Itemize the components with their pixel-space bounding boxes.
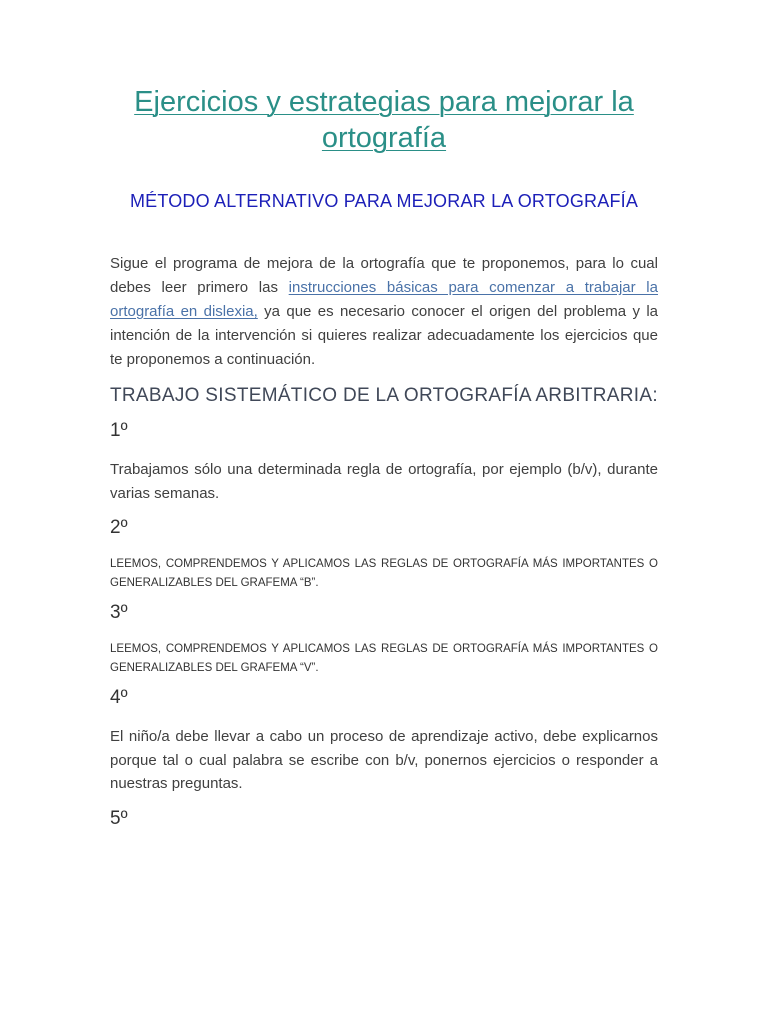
- step-number: 5º: [110, 807, 128, 829]
- step-3: [110, 601, 658, 677]
- step-2: [110, 516, 658, 592]
- step-number: 1º: [110, 420, 128, 441]
- intro-text-after-link: ya que es necesario conocer el origen del problema y la intención de la intervención si quieres realizar adecuadamente los ejercicios que te proponemos a continuación.: [110, 303, 658, 368]
- step-5: [110, 807, 658, 831]
- document-subtitle: MÉTODO ALTERNATIVO PARA MEJORAR LA ORTOGRAFÍA: [129, 191, 639, 211]
- step-text: LEEMOS, COMPRENDEMOS Y APLICAMOS LAS REGLAS DE ORTOGRAFÍA MÁS IMPORTANTES O GENERALIZABLES DEL GRAFEMA “B”.: [110, 558, 658, 589]
- intro-text-before-link: Sigue el programa de mejora de la ortografía que te proponemos, para lo cual debes leer primero las: [110, 255, 658, 296]
- section-heading: TRABAJO SISTEMÁTICO DE LA ORTOGRAFÍA ARBITRARIA:: [110, 385, 658, 406]
- step-text: El niño/a debe llevar a cabo un proceso de aprendizaje activo, debe explicarnos porque tal o cual palabra se escribe con b/v, ponernos ejercicios o responder a nuestras preguntas.: [110, 728, 658, 792]
- document-title[interactable]: Ejercicios y estrategias para mejorar la ortografía: [134, 86, 634, 154]
- instructions-link[interactable]: instrucciones básicas para comenzar a trabajar la ortografía en dislexia,: [110, 279, 658, 320]
- step-text: Trabajamos sólo una determinada regla de ortografía, por ejemplo (b/v), durante varias semanas.: [110, 461, 658, 502]
- step-text: LEEMOS, COMPRENDEMOS Y APLICAMOS LAS REGLAS DE ORTOGRAFÍA MÁS IMPORTANTES O GENERALIZABLES DEL GRAFEMA “V”.: [110, 643, 658, 674]
- intro-paragraph: [110, 252, 658, 372]
- document-page: [110, 84, 658, 831]
- step-number: 3º: [110, 602, 128, 623]
- step-number: 4º: [110, 687, 128, 708]
- step-4: [110, 686, 658, 796]
- step-number: 2º: [110, 517, 128, 538]
- step-1: [110, 419, 658, 505]
